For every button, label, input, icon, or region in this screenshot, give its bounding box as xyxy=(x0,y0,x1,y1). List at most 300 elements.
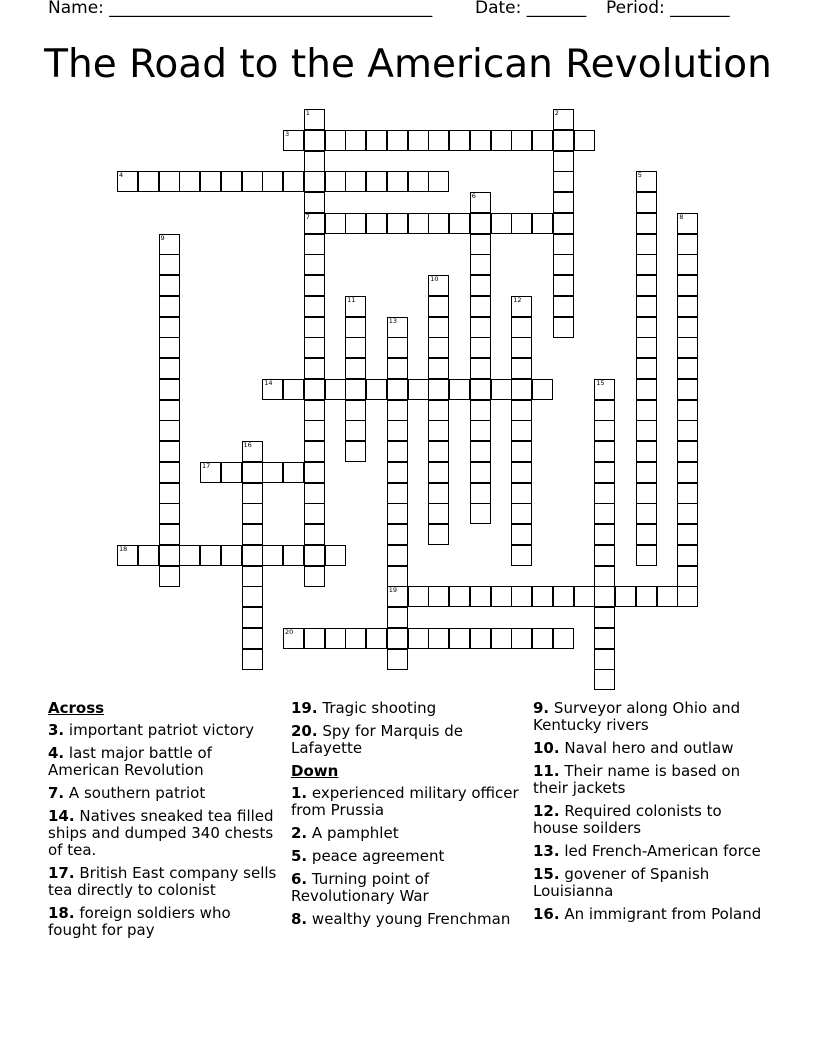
crossword-cell[interactable] xyxy=(470,337,491,358)
clue-across-17 xyxy=(48,865,280,899)
crossword-cell[interactable] xyxy=(491,628,512,649)
crossword-cell[interactable] xyxy=(387,462,408,483)
crossword-cell[interactable] xyxy=(636,337,657,358)
crossword-cell[interactable] xyxy=(428,628,449,649)
crossword-cell[interactable] xyxy=(553,586,574,607)
clue-number-label: 13 xyxy=(388,316,398,325)
crossword-cell[interactable] xyxy=(511,337,532,358)
crossword-cell[interactable] xyxy=(636,192,657,213)
crossword-cell[interactable] xyxy=(428,130,449,151)
crossword-cell[interactable] xyxy=(594,628,615,649)
crossword-cell[interactable] xyxy=(325,628,346,649)
crossword-cell[interactable] xyxy=(511,130,532,151)
crossword-cell[interactable] xyxy=(491,130,512,151)
crossword-cell[interactable] xyxy=(532,130,553,151)
crossword-cell[interactable] xyxy=(387,503,408,524)
crossword-cell[interactable] xyxy=(387,130,408,151)
crossword-cell[interactable] xyxy=(470,275,491,296)
crossword-cell[interactable] xyxy=(449,379,470,400)
crossword-cell[interactable] xyxy=(242,586,263,607)
crossword-cell[interactable] xyxy=(304,462,325,483)
crossword-cell[interactable] xyxy=(615,586,636,607)
crossword-cell[interactable] xyxy=(428,337,449,358)
crossword-cell[interactable] xyxy=(594,545,615,566)
crossword-cell[interactable] xyxy=(636,400,657,421)
crossword-cell[interactable] xyxy=(594,524,615,545)
clue-text: Their name is based on their jackets xyxy=(533,762,741,797)
crossword-cell[interactable] xyxy=(532,586,553,607)
crossword-cell[interactable] xyxy=(159,254,180,275)
crossword-cell[interactable] xyxy=(179,171,200,192)
crossword-cell[interactable] xyxy=(428,171,449,192)
crossword-cell[interactable] xyxy=(636,254,657,275)
crossword-cell[interactable] xyxy=(325,171,346,192)
crossword-cell[interactable] xyxy=(594,669,615,690)
crossword-cell[interactable] xyxy=(387,545,408,566)
crossword-cell[interactable] xyxy=(159,566,180,587)
crossword-cell[interactable] xyxy=(242,566,263,587)
crossword-cell[interactable] xyxy=(636,275,657,296)
crossword-cell[interactable] xyxy=(159,317,180,338)
crossword-cell[interactable] xyxy=(200,545,221,566)
clue-text: important patriot victory xyxy=(68,721,254,739)
crossword-cell[interactable] xyxy=(677,441,698,462)
clue-number: 4. xyxy=(48,744,65,762)
clue-number-label: 11 xyxy=(347,295,356,304)
crossword-cell[interactable] xyxy=(242,524,263,545)
clue-number: 15. xyxy=(533,865,560,883)
crossword-cell[interactable] xyxy=(387,213,408,234)
crossword-cell[interactable] xyxy=(345,213,366,234)
crossword-cell[interactable] xyxy=(159,379,180,400)
crossword-cell[interactable] xyxy=(594,607,615,628)
crossword-cell[interactable] xyxy=(553,254,574,275)
crossword-cell[interactable] xyxy=(491,213,512,234)
crossword-cell[interactable] xyxy=(677,234,698,255)
clue-across-19 xyxy=(291,700,523,717)
clue-number: 5. xyxy=(291,847,308,865)
crossword-cell[interactable] xyxy=(304,234,325,255)
crossword-cell[interactable] xyxy=(470,462,491,483)
clue-number-label: 14 xyxy=(264,378,273,387)
clue-down-8 xyxy=(291,911,523,928)
crossword-cell[interactable] xyxy=(283,379,304,400)
clue-text: led French-American force xyxy=(564,842,761,860)
clues-column-3 xyxy=(533,700,765,929)
crossword-cell[interactable] xyxy=(428,400,449,421)
crossword-cell[interactable] xyxy=(428,358,449,379)
crossword-cell[interactable] xyxy=(387,337,408,358)
crossword-cell[interactable] xyxy=(636,379,657,400)
crossword-cell[interactable] xyxy=(159,503,180,524)
clue-number: 11. xyxy=(533,762,560,780)
crossword-cell[interactable] xyxy=(325,379,346,400)
crossword-cell[interactable] xyxy=(221,545,242,566)
crossword-cell[interactable] xyxy=(470,628,491,649)
crossword-cell[interactable] xyxy=(387,441,408,462)
crossword-cell[interactable] xyxy=(159,441,180,462)
crossword-cell[interactable] xyxy=(304,317,325,338)
crossword-cell[interactable] xyxy=(677,317,698,338)
crossword-cell[interactable] xyxy=(449,586,470,607)
crossword-cell[interactable] xyxy=(345,317,366,338)
crossword-cell[interactable] xyxy=(304,524,325,545)
crossword-cell[interactable] xyxy=(553,275,574,296)
crossword-cell[interactable] xyxy=(449,213,470,234)
clue-text: foreign soldiers who fought for pay xyxy=(48,904,231,939)
crossword-cell[interactable] xyxy=(304,254,325,275)
crossword-cell[interactable] xyxy=(511,483,532,504)
clue-down-10 xyxy=(533,740,765,757)
crossword-cell[interactable] xyxy=(304,151,325,172)
crossword-cell[interactable] xyxy=(159,462,180,483)
crossword-cell[interactable] xyxy=(304,441,325,462)
crossword-cell[interactable] xyxy=(511,524,532,545)
crossword-cell[interactable] xyxy=(304,420,325,441)
clue-number-label: 5 xyxy=(637,171,642,180)
crossword-cell[interactable] xyxy=(677,420,698,441)
crossword-cell[interactable] xyxy=(304,275,325,296)
crossword-cell[interactable] xyxy=(408,586,429,607)
crossword-cell[interactable] xyxy=(677,503,698,524)
crossword-cell[interactable] xyxy=(553,192,574,213)
clue-number-label: 8 xyxy=(679,212,684,221)
crossword-cell[interactable] xyxy=(553,130,574,151)
crossword-cell[interactable] xyxy=(138,171,159,192)
crossword-cell[interactable] xyxy=(511,213,532,234)
crossword-cell[interactable] xyxy=(159,275,180,296)
crossword-cell[interactable] xyxy=(636,524,657,545)
crossword-cell[interactable] xyxy=(304,358,325,379)
crossword-cell[interactable] xyxy=(511,586,532,607)
crossword-cell[interactable] xyxy=(470,420,491,441)
clue-number: 12. xyxy=(533,802,560,820)
clue-number-label: 15 xyxy=(596,378,605,387)
crossword-cell[interactable] xyxy=(594,420,615,441)
crossword-cell[interactable] xyxy=(304,296,325,317)
clue-down-11 xyxy=(533,763,765,797)
clue-across-20 xyxy=(291,723,523,757)
crossword-cell[interactable] xyxy=(138,545,159,566)
clues-column-2 xyxy=(291,700,523,934)
crossword-cell[interactable] xyxy=(345,358,366,379)
crossword-cell[interactable] xyxy=(325,545,346,566)
crossword-cell[interactable] xyxy=(408,130,429,151)
crossword-cell[interactable] xyxy=(304,171,325,192)
crossword-cell[interactable] xyxy=(304,379,325,400)
crossword-cell[interactable] xyxy=(594,586,615,607)
crossword-cell[interactable] xyxy=(553,171,574,192)
crossword-cell[interactable] xyxy=(304,130,325,151)
crossword-cell[interactable] xyxy=(304,192,325,213)
crossword-cell[interactable] xyxy=(242,649,263,670)
crossword-cell[interactable] xyxy=(677,566,698,587)
period-field[interactable]: Period: _______ xyxy=(606,0,730,18)
crossword-cell[interactable] xyxy=(387,420,408,441)
crossword-cell[interactable] xyxy=(387,358,408,379)
crossword-cell[interactable] xyxy=(677,483,698,504)
clue-text: An immigrant from Poland xyxy=(564,905,762,923)
crossword-cell[interactable] xyxy=(428,462,449,483)
clue-number: 14. xyxy=(48,807,75,825)
crossword-cell[interactable] xyxy=(636,462,657,483)
crossword-cell[interactable] xyxy=(262,171,283,192)
crossword-cell[interactable] xyxy=(594,400,615,421)
crossword-cell[interactable] xyxy=(366,171,387,192)
crossword-cell[interactable] xyxy=(594,462,615,483)
crossword-cell[interactable] xyxy=(387,483,408,504)
clue-number-label: 20 xyxy=(285,627,294,636)
crossword-cell[interactable] xyxy=(345,171,366,192)
crossword-cell[interactable] xyxy=(428,296,449,317)
crossword-cell[interactable] xyxy=(677,462,698,483)
crossword-cell[interactable] xyxy=(366,628,387,649)
crossword-cell[interactable] xyxy=(242,462,263,483)
crossword-cell[interactable] xyxy=(636,503,657,524)
crossword-cell[interactable] xyxy=(159,337,180,358)
crossword-cell[interactable] xyxy=(387,607,408,628)
clue-down-15 xyxy=(533,866,765,900)
crossword-cell[interactable] xyxy=(304,628,325,649)
crossword-cell[interactable] xyxy=(304,566,325,587)
crossword-cell[interactable] xyxy=(283,545,304,566)
crossword-cell[interactable] xyxy=(428,586,449,607)
crossword-cell[interactable] xyxy=(677,358,698,379)
crossword-cell[interactable] xyxy=(470,130,491,151)
crossword-cell[interactable] xyxy=(242,483,263,504)
crossword-cell[interactable] xyxy=(387,171,408,192)
crossword-cell[interactable] xyxy=(553,234,574,255)
crossword-cell[interactable] xyxy=(470,296,491,317)
clue-across-18 xyxy=(48,905,280,939)
crossword-cell[interactable] xyxy=(677,400,698,421)
clue-text: Tragic shooting xyxy=(322,699,437,717)
crossword-cell[interactable] xyxy=(428,524,449,545)
crossword-cell[interactable] xyxy=(470,317,491,338)
crossword-cell[interactable] xyxy=(470,234,491,255)
clues-column-1 xyxy=(48,700,280,945)
crossword-cell[interactable] xyxy=(159,524,180,545)
clue-number: 3. xyxy=(48,721,65,739)
crossword-cell[interactable] xyxy=(594,503,615,524)
crossword-cell[interactable] xyxy=(159,296,180,317)
crossword-cell[interactable] xyxy=(366,379,387,400)
crossword-cell[interactable] xyxy=(636,586,657,607)
clue-text: Spy for Marquis de Lafayette xyxy=(291,722,464,757)
crossword-cell[interactable] xyxy=(677,524,698,545)
crossword-cell[interactable] xyxy=(200,171,221,192)
crossword-cell[interactable] xyxy=(345,420,366,441)
crossword-cell[interactable] xyxy=(553,213,574,234)
crossword-cell[interactable] xyxy=(408,628,429,649)
crossword-cell[interactable] xyxy=(553,317,574,338)
crossword-cell[interactable] xyxy=(325,213,346,234)
crossword-cell[interactable] xyxy=(636,213,657,234)
crossword-cell[interactable] xyxy=(491,379,512,400)
crossword-cell[interactable] xyxy=(636,317,657,338)
crossword-cell[interactable] xyxy=(511,317,532,338)
page-title: The Road to the American Revolution xyxy=(44,42,772,87)
crossword-cell[interactable] xyxy=(304,400,325,421)
crossword-cell[interactable] xyxy=(511,379,532,400)
clue-number-label: 6 xyxy=(471,192,476,200)
clue-text: British East company sells tea directly to colonist xyxy=(48,864,277,899)
crossword-cell[interactable] xyxy=(159,400,180,421)
crossword-cell[interactable] xyxy=(304,483,325,504)
crossword-cell[interactable] xyxy=(636,441,657,462)
crossword-cell[interactable] xyxy=(594,441,615,462)
crossword-cell[interactable] xyxy=(159,358,180,379)
crossword-cell[interactable] xyxy=(677,254,698,275)
clue-across-3 xyxy=(48,722,280,739)
crossword-cell[interactable] xyxy=(242,545,263,566)
crossword-cell[interactable] xyxy=(553,628,574,649)
crossword-cell[interactable] xyxy=(304,337,325,358)
crossword-cell[interactable] xyxy=(325,130,346,151)
crossword-cell[interactable] xyxy=(553,151,574,172)
crossword-cell[interactable] xyxy=(594,483,615,504)
crossword-cell[interactable] xyxy=(677,379,698,400)
crossword-cell[interactable] xyxy=(511,628,532,649)
crossword-cell[interactable] xyxy=(636,296,657,317)
crossword-cell[interactable] xyxy=(470,213,491,234)
crossword-cell[interactable] xyxy=(636,545,657,566)
crossword-cell[interactable] xyxy=(677,586,698,607)
crossword-cell[interactable] xyxy=(532,628,553,649)
clue-down-5 xyxy=(291,848,523,865)
crossword-cell[interactable] xyxy=(159,420,180,441)
crossword-cell[interactable] xyxy=(387,649,408,670)
crossword-cell[interactable] xyxy=(553,296,574,317)
crossword-cell[interactable] xyxy=(221,462,242,483)
crossword-cell[interactable] xyxy=(428,420,449,441)
crossword-cell[interactable] xyxy=(345,441,366,462)
crossword-cell[interactable] xyxy=(283,462,304,483)
crossword-cell[interactable] xyxy=(470,503,491,524)
clue-number-label: 4 xyxy=(119,171,124,180)
clue-number-label: 17 xyxy=(202,461,211,470)
crossword-cell[interactable] xyxy=(366,130,387,151)
name-field[interactable]: Name: ______________________________________ xyxy=(48,0,433,18)
date-field[interactable]: Date: _______ xyxy=(475,0,587,18)
crossword-cell[interactable] xyxy=(428,503,449,524)
crossword-cell[interactable] xyxy=(366,213,387,234)
crossword-cell[interactable] xyxy=(594,649,615,670)
clue-text: peace agreement xyxy=(311,847,445,865)
crossword-cell[interactable] xyxy=(449,628,470,649)
across-heading: Across xyxy=(48,699,105,717)
crossword-cell[interactable] xyxy=(594,566,615,587)
crossword-cell[interactable] xyxy=(159,483,180,504)
crossword-cell[interactable] xyxy=(387,566,408,587)
clue-text: Naval hero and outlaw xyxy=(564,739,734,757)
crossword-cell[interactable] xyxy=(636,358,657,379)
crossword-cell[interactable] xyxy=(179,545,200,566)
crossword-cell[interactable] xyxy=(470,586,491,607)
crossword-cell[interactable] xyxy=(428,213,449,234)
clue-across-14 xyxy=(48,808,280,859)
crossword-cell[interactable] xyxy=(242,607,263,628)
crossword-cell[interactable] xyxy=(262,545,283,566)
crossword-cell[interactable] xyxy=(345,337,366,358)
crossword-cell[interactable] xyxy=(428,379,449,400)
crossword-cell[interactable] xyxy=(304,545,325,566)
crossword-cell[interactable] xyxy=(511,441,532,462)
crossword-cell[interactable] xyxy=(159,545,180,566)
crossword-cell[interactable] xyxy=(677,275,698,296)
clue-number-label: 1 xyxy=(305,109,310,117)
crossword-cell[interactable] xyxy=(532,379,553,400)
crossword-cell[interactable] xyxy=(387,379,408,400)
crossword-cell[interactable] xyxy=(470,254,491,275)
crossword-cell[interactable] xyxy=(511,420,532,441)
crossword-cell[interactable] xyxy=(159,171,180,192)
clue-number-label: 2 xyxy=(554,109,559,117)
crossword-cell[interactable] xyxy=(511,503,532,524)
crossword-cell[interactable] xyxy=(262,462,283,483)
crossword-cell[interactable] xyxy=(511,358,532,379)
crossword-cell[interactable] xyxy=(408,379,429,400)
crossword-cell[interactable] xyxy=(491,586,512,607)
crossword-cell[interactable] xyxy=(345,379,366,400)
crossword-cell[interactable] xyxy=(387,628,408,649)
crossword-cell[interactable] xyxy=(470,379,491,400)
crossword-cell[interactable] xyxy=(511,545,532,566)
crossword-cell[interactable] xyxy=(677,545,698,566)
crossword-cell[interactable] xyxy=(677,296,698,317)
clue-down-2 xyxy=(291,825,523,842)
crossword-cell[interactable] xyxy=(636,420,657,441)
clue-down-1 xyxy=(291,785,523,819)
crossword-cell[interactable] xyxy=(428,317,449,338)
crossword-cell[interactable] xyxy=(532,213,553,234)
crossword-cell[interactable] xyxy=(511,462,532,483)
crossword-cell[interactable] xyxy=(408,171,429,192)
clue-number: 8. xyxy=(291,910,308,928)
crossword-cell[interactable] xyxy=(283,171,304,192)
crossword-cell[interactable] xyxy=(242,171,263,192)
crossword-cell[interactable] xyxy=(657,586,678,607)
crossword-cell[interactable] xyxy=(221,171,242,192)
clue-across-7 xyxy=(48,785,280,802)
crossword-cell[interactable] xyxy=(636,234,657,255)
crossword-cell[interactable] xyxy=(387,524,408,545)
crossword-cell[interactable] xyxy=(636,483,657,504)
crossword-cell[interactable] xyxy=(242,503,263,524)
crossword-cell[interactable] xyxy=(345,400,366,421)
crossword-cell[interactable] xyxy=(387,400,408,421)
crossword-cell[interactable] xyxy=(428,483,449,504)
crossword-cell[interactable] xyxy=(470,400,491,421)
crossword-cell[interactable] xyxy=(574,586,595,607)
crossword-cell[interactable] xyxy=(470,441,491,462)
crossword-cell[interactable] xyxy=(449,130,470,151)
crossword-cell[interactable] xyxy=(511,400,532,421)
crossword-cell[interactable] xyxy=(470,358,491,379)
crossword-cell[interactable] xyxy=(428,441,449,462)
clue-number: 18. xyxy=(48,904,75,922)
clue-down-12 xyxy=(533,803,765,837)
crossword-cell[interactable] xyxy=(408,213,429,234)
crossword-cell[interactable] xyxy=(242,628,263,649)
crossword-cell[interactable] xyxy=(345,130,366,151)
crossword-cell[interactable] xyxy=(677,337,698,358)
crossword-cell[interactable] xyxy=(470,483,491,504)
crossword-cell[interactable] xyxy=(304,503,325,524)
crossword-cell[interactable] xyxy=(574,130,595,151)
crossword-cell[interactable] xyxy=(345,628,366,649)
clue-text: experienced military officer from Prussia xyxy=(291,784,519,819)
